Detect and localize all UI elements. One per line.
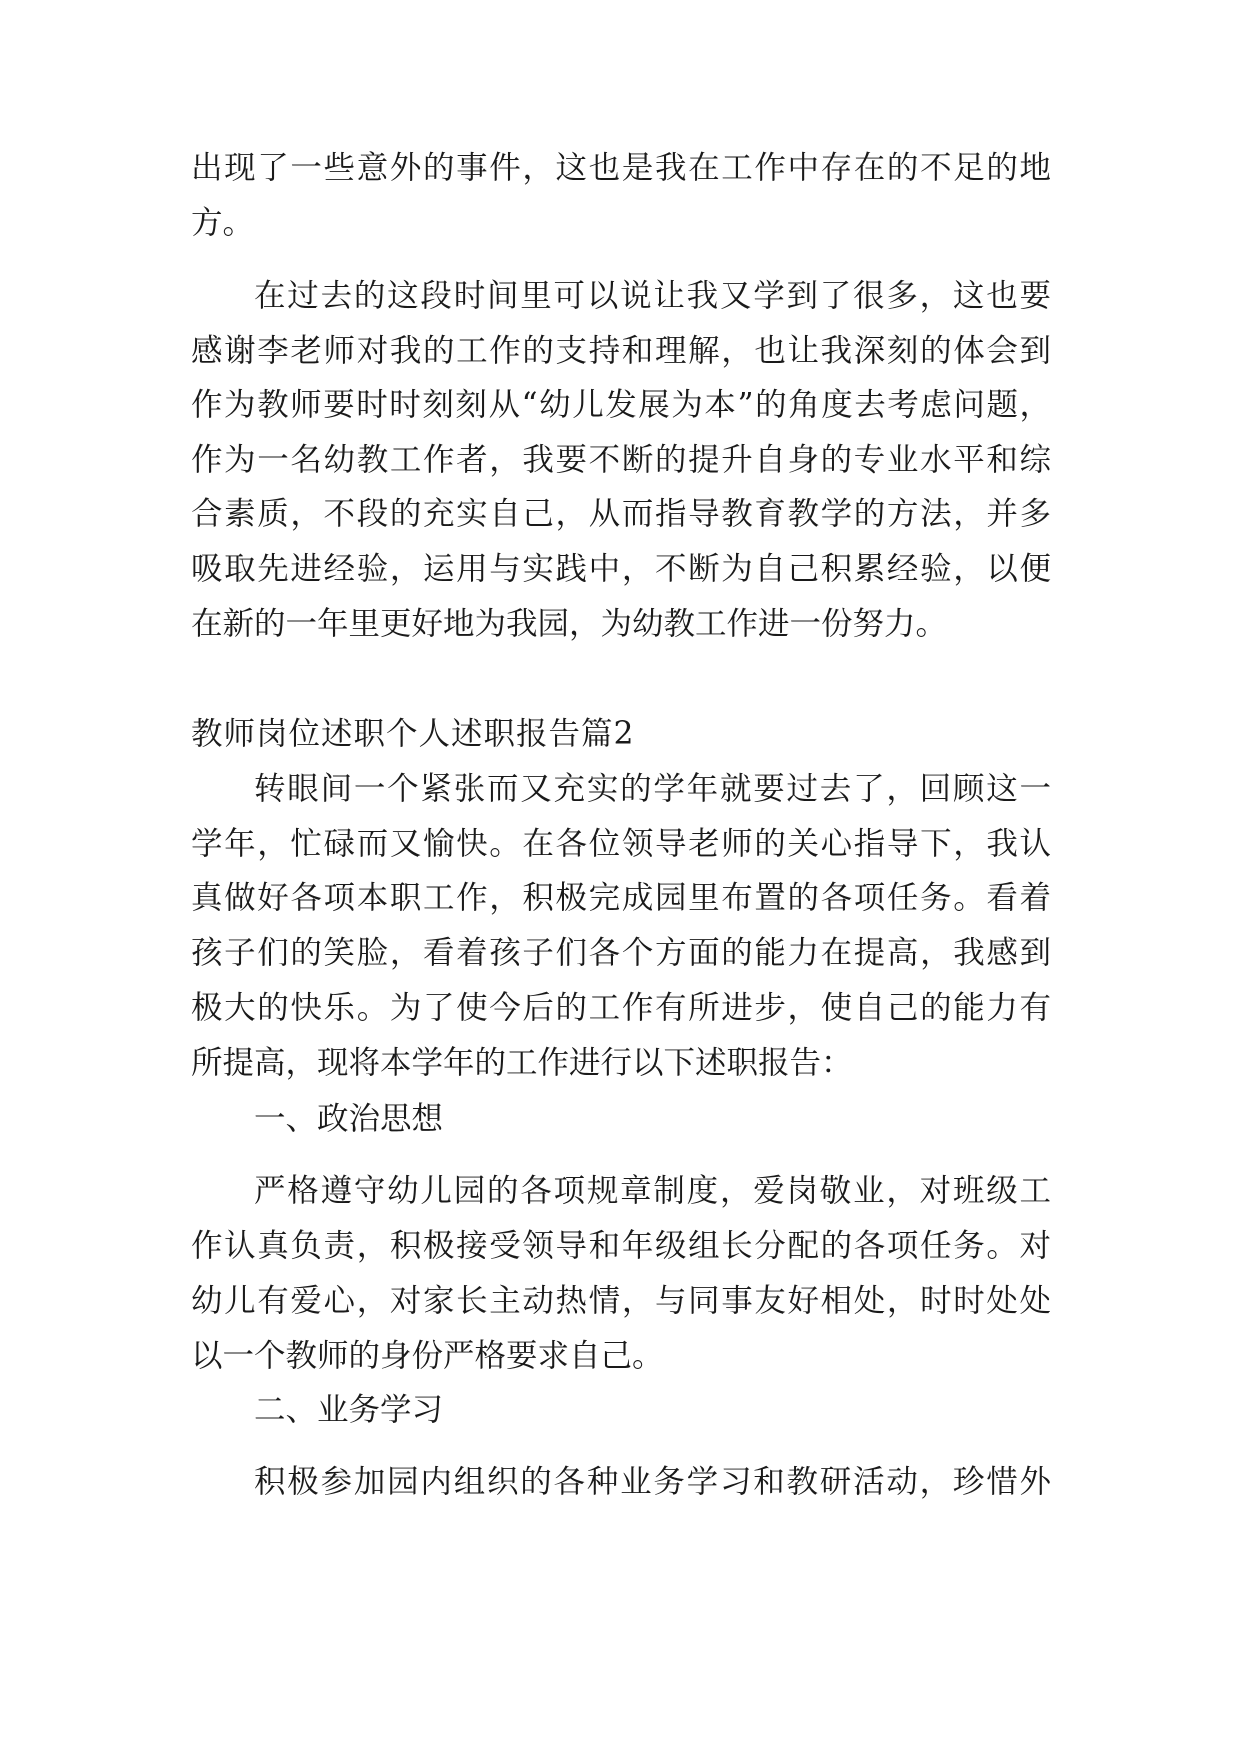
paragraph-first-line: 转眼间一个紧张而又充实的学年就要过去了，回顾这一 bbox=[254, 771, 1051, 807]
body-line: 孩子们的笑脸，看着孩子们各个方面的能力在提高，我感到 bbox=[191, 935, 1051, 971]
body-line: 作为教师要时时刻刻从“幼儿发展为本”的角度去考虑问题， bbox=[191, 387, 1051, 423]
paragraph-first-line: 严格遵守幼儿园的各项规章制度，爱岗敬业，对班级工 bbox=[254, 1173, 1051, 1209]
paragraph-first-line: 积极参加园内组织的各种业务学习和教研活动，珍惜外 bbox=[254, 1464, 1051, 1500]
body-line: 感谢李老师对我的工作的支持和理解，也让我深刻的体会到 bbox=[191, 333, 1051, 369]
body-line: 方。 bbox=[191, 205, 255, 241]
body-line: 吸取先进经验，运用与实践中，不断为自己积累经验，以便 bbox=[191, 551, 1051, 587]
body-line: 所提高，现将本学年的工作进行以下述职报告： bbox=[191, 1045, 853, 1081]
body-line: 真做好各项本职工作，积极完成园里布置的各项任务。看着 bbox=[191, 880, 1051, 916]
subheading-business: 二、业务学习 bbox=[254, 1392, 444, 1428]
body-line: 在新的一年里更好地为我园，为幼教工作进一份努力。 bbox=[191, 606, 948, 642]
body-line: 作为一名幼教工作者，我要不断的提升自身的专业水平和综 bbox=[191, 442, 1051, 478]
body-line: 出现了一些意外的事件，这也是我在工作中存在的不足的地 bbox=[191, 150, 1051, 186]
body-line: 幼儿有爱心，对家长主动热情，与同事友好相处，时时处处 bbox=[191, 1283, 1051, 1319]
subheading-political: 一、政治思想 bbox=[254, 1101, 444, 1137]
paragraph-first-line: 在过去的这段时间里可以说让我又学到了很多，这也要 bbox=[254, 278, 1051, 314]
body-line: 合素质，不段的充实自己，从而指导教育教学的方法，并多 bbox=[191, 496, 1051, 532]
section-heading: 教师岗位述职个人述职报告篇2 bbox=[191, 716, 635, 752]
body-line: 极大的快乐。为了使今后的工作有所进步，使自己的能力有 bbox=[191, 990, 1051, 1026]
body-line: 作认真负责，积极接受领导和年级组长分配的各项任务。对 bbox=[191, 1228, 1051, 1264]
body-line: 以一个教师的身份严格要求自己。 bbox=[191, 1338, 664, 1374]
body-line: 学年，忙碌而又愉快。在各位领导老师的关心指导下，我认 bbox=[191, 826, 1051, 862]
